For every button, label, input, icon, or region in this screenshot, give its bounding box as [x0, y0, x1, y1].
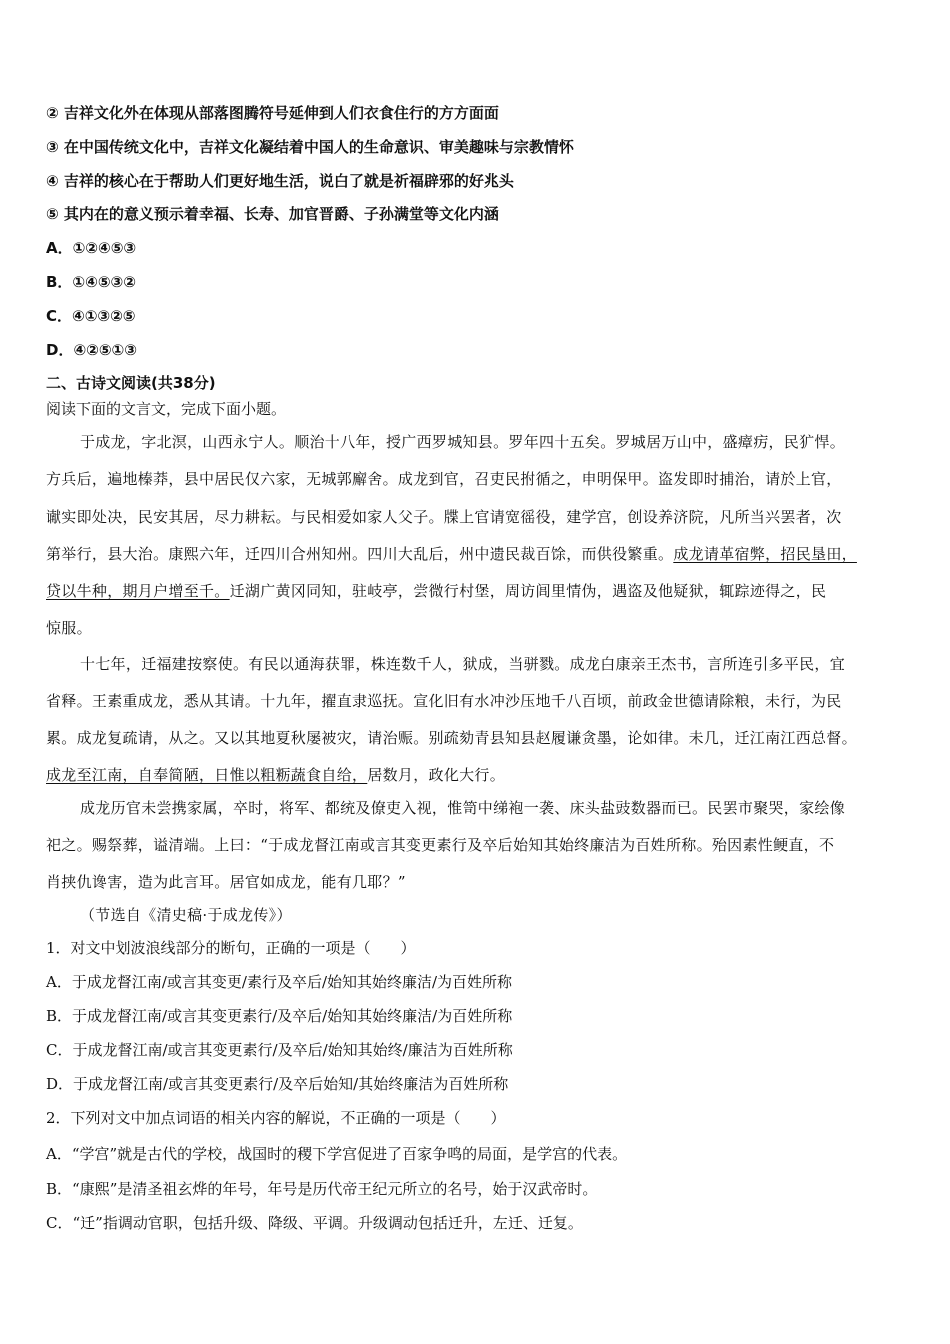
passage-line: 十七年，迁福建按察使。有民以通海获罪，株连数千人，狱成，当骈戮。成龙白康亲王杰书，言所连引多平民，宜 — [80, 655, 846, 673]
passage-line — [46, 580, 826, 601]
choice-a: A．①②④⑤③ — [46, 239, 137, 257]
passage-line: 惊服。 — [46, 619, 92, 637]
passage-text: 第举行，县大治。康熙六年，迁四川合州知州。四川大乱后，州中遗民裁百馀，而供役繁重。 — [46, 545, 674, 563]
question-1-option-b: B．于成龙督江南/或言其变更素行/及卒后/始知其始终廉洁/为百姓所称 — [46, 1007, 513, 1025]
underlined-text: 成龙请革宿弊，招民垦田， — [673, 545, 857, 563]
passage-line: 省释。王素重成龙，悉从其请。十九年，擢直隶巡抚。宣化旧有水冲沙压地千八百顷，前政金世德请除粮，未行，为民 — [46, 692, 842, 710]
passage-line: 肖挟仇谗害，造为此言耳。居官如成龙，能有几耶？” — [46, 873, 406, 891]
choice-c: C．④①③②⑤ — [46, 307, 136, 325]
passage-line: 于成龙，字北溟，山西永宁人。顺治十八年，授广西罗城知县。罗年四十五矣。罗城居万山中，盛瘴疠，民犷悍。 — [80, 433, 846, 451]
passage-line: 谳实即处决，民安其居，尽力耕耘。与民相爱如家人父子。牒上官请宽徭役，建学宫，创设养济院，凡所当兴罢者，次 — [46, 508, 842, 526]
passage-line: 方兵后，遍地榛莽，县中居民仅六家，无城郭廨舍。成龙到官，召吏民拊循之，申明保甲。盗发即时捕治，请於上官， — [46, 470, 842, 488]
statement-3: ③ 在中国传统文化中，吉祥文化凝结着中国人的生命意识、审美趣味与宗教情怀 — [46, 138, 574, 156]
underlined-text: 成龙至江南，自奉简陋，日惟以粗粝蔬食自给， — [46, 766, 368, 784]
question-1-option-a: A．于成龙督江南/或言其变更/素行及卒后/始知其始终廉洁/为百姓所称 — [46, 973, 513, 991]
statement-2: ② 吉祥文化外在体现从部落图腾符号延伸到人们衣食住行的方方面面 — [46, 104, 499, 122]
passage-line — [46, 764, 505, 785]
choice-b: B．①④⑤③② — [46, 273, 136, 291]
question-2-option-c: C．“迁”指调动官职，包括升级、降级、平调。升级调动包括迁升，左迁、迁复。 — [46, 1214, 583, 1232]
statement-4: ④ 吉祥的核心在于帮助人们更好地生活，说白了就是祈福辟邪的好兆头 — [46, 172, 514, 190]
passage-text: 居数月，政化大行。 — [367, 766, 506, 784]
underlined-text: 贷以牛种，期月户增至千。 — [46, 582, 230, 600]
question-1-stem: 1．对文中划波浪线部分的断句，正确的一项是（ ） — [46, 939, 416, 957]
question-2-option-a: A．“学宫”就是古代的学校，战国时的稷下学宫促进了百家争鸣的局面，是学宫的代表。 — [46, 1145, 628, 1163]
statement-5: ⑤ 其内在的意义预示着幸福、长寿、加官晋爵、子孙满堂等文化内涵 — [46, 205, 499, 223]
question-2-stem: 2．下列对文中加点词语的相关内容的解说，不正确的一项是（ ） — [46, 1109, 506, 1127]
section-instruction: 阅读下面的文言文，完成下面小题。 — [46, 400, 287, 418]
question-2-option-b: B．“康熙”是清圣祖玄烨的年号，年号是历代帝王纪元所立的名号，始于汉武帝时。 — [46, 1180, 598, 1198]
question-1-option-d: D．于成龙督江南/或言其变更素行/及卒后始知/其始终廉洁为百姓所称 — [46, 1075, 509, 1093]
passage-line: 成龙历官未尝携家属，卒时，将军、都统及僚吏入视，惟笥中绨袍一袭、床头盐豉数器而已。民罢市聚哭，家绘像 — [80, 799, 846, 817]
passage-source: （节选自《清史稿·于成龙传》） — [80, 906, 292, 924]
passage-line: 累。成龙复疏请，从之。又以其地夏秋屡被灾，请治赈。别疏劾青县知县赵履谦贪墨，论如律。未几，迁江南江西总督。 — [46, 729, 857, 747]
passage-line — [46, 543, 857, 564]
section-heading: 二、古诗文阅读(共38分) — [46, 374, 216, 392]
passage-text: 迁湖广黄冈同知，驻岐亭，尝微行村堡，周访闾里情伪，遇盗及他疑狱，辄踪迹得之，民 — [229, 582, 827, 600]
question-1-option-c: C．于成龙督江南/或言其变更素行/及卒后/始知其始终/廉洁为百姓所称 — [46, 1041, 513, 1059]
choice-d: D．④②⑤①③ — [46, 341, 137, 359]
passage-line: 祀之。赐祭葬，谥清端。上曰：“于成龙督江南或言其变更素行及卒后始知其始终廉洁为百姓所称。殆因素性鲠直，不 — [46, 836, 835, 854]
